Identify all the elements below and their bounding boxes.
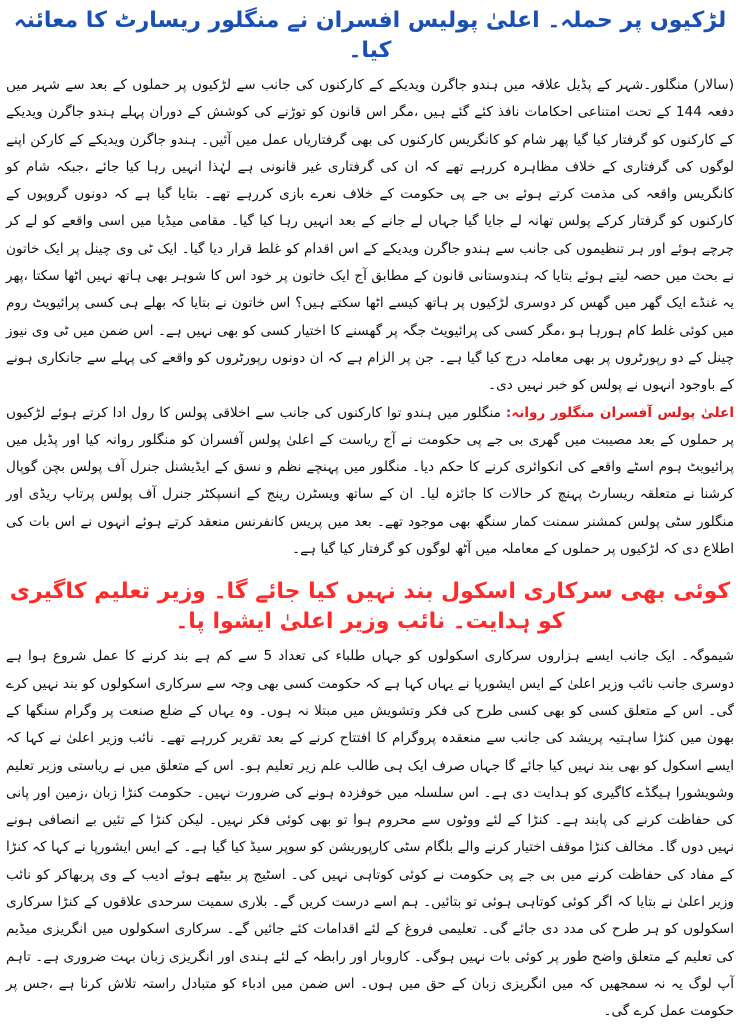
article2-paragraph-1: شیموگہ۔ ایک جانب ایسے ہزاروں سرکاری اسکولوں کو جہاں طلباء کی تعداد 5 سے کم ہے بند کرنے کا عمل شروع ہوا ہے دوسری جانب نائب وزیر اعلیٰ کے ایس ایشورپا نے یہاں کہا ہے کہ حکومت کسی بھی وجہ سے سرکاری اسکولوں کو بند نہیں کرے گی۔ اس کے متعلق کسی کو بھی کسی طرح کی فکر وتشویش میں مبتلا نہ ہوں۔ وہ یہاں کے ضلع صنعت پر وگرام سنگھا کے بھون میں کنڑا ساہتیہ پریشد کی جانب سے منعقدہ پروگرام کا افتتاح کرنے کے بعد تقریر کررہے تھے۔ نائب وزیر اعلیٰ نے کہا کہ ایسے اسکول کو بھی بند نہیں کیا جائے گا جہاں صرف ایک ہی طالب علم زیر تعلیم ہو۔ اس کے متعلق میں نے ریاستی وزیر تعلیم وشویشورا ہیگڈے کاگیری کو ہدایت دی ہے۔ اس سلسلہ میں خوفزدہ ہونے کی ضرورت نہیں۔ حکومت کنڑا زبان ،زمین اور پانی کی حفاظت کرنے کی پابند ہے۔ کنڑا کے لئے ووٹوں سے محروم ہوا تو بھی کوئی فکر نہیں۔ لیکن کنڑا کے تئیں بے انصافی ہونے نہیں دوں گا۔ مخالف کنڑا موقف اختیار کرنے والے بلگام سٹی کارپوریشن کو سوپر سیڈ کیا گیا ہے۔ کے ایس ایشورپا نے کہا کہ کنڑا کے مفاد کی حفاظت کرنے میں بی جے پی حکومت نے کوئی کوتاہی نہیں کی۔ اسٹیج پر بیٹھے ہوئے ادیب کے وی پربھاکر کو نائب وزیر اعلیٰ نے بتایا کہ اگر کوئی کوتاہی ہوئی تو بتائیں۔ ہم اسے درست کریں گے۔ بلاری سمیت سرحدی علاقوں کے کنڑا سرکاری اسکولوں کو ہر طرح کی مدد دی جائے گی۔ تعلیمی فروغ کے لئے اقدامات کئے جائیں گے۔ سرکاری اسکولوں میں انگریزی میڈیم کی تعلیم کے متعلق واضح طور پر کوئی بات نہیں ہوگی۔ کاروبار اور رابطہ کے لئے ہندی اور انگریزی زبان بہت ضروری ہے۔ تاہم آپ لوگ یہ نہ سمجھیں کہ میں انگریزی زبان کے حق میں ہوں۔ اس ضمن میں ادباء کو متبادل راستہ تلاش کرنا ہے ،جس پر حکومت عمل کرے گی۔ [6, 648, 734, 1020]
article1-headline: لڑکیوں پر حملہ۔ اعلیٰ پولیس افسران نے منگلور ریسارٹ کا معائنہ کیا۔ [13, 8, 727, 63]
section-gap [6, 563, 734, 571]
article2-body [6, 643, 734, 1025]
article1-body [6, 72, 734, 563]
article1-paragraph-2-text: منگلور میں ہندو توا کارکنوں کی جانب سے اخلاقی پولس کا رول ادا کرتے ہوئے لڑکیوں پر حملوں کے بعد مصیبت میں گھری بی جے پی حکومت نے آج ریاست کے اعلیٰ پولس آفسران کو منگلور روانہ کیا اور پڈیل میں پرائیویٹ ہوم اسٹے واقعے کی انکوائری کرنے کا حکم دیا۔ منگلور میں پہنچے نظم و نسق کے ایڈیشنل جنرل آف پولس بچن گوپال کرشنا نے متعلقہ ریسارٹ پہنچ کر حالات کا جائزہ لیا۔ ان کے ساتھ ویسٹرن رینج کے انسپکٹر جنرل آف پولس پرتاپ ریڈی اور منگلور سٹی پولس کمشنر سمنت کمار سنگھ بھی موجود تھے۔ بعد میں پریس کانفرنس منعقد کرتے ہوئے انہوں نے اس بات کی اطلاع دی کہ لڑکیوں پر حملوں کے معاملہ میں آٹھ لوگوں کو گرفتار کیا گیا ہے۔ [6, 404, 734, 558]
article1-subheading: اعلیٰ پولس آفسران منگلور روانہ: [505, 404, 734, 421]
article2-headline: کوئی بھی سرکاری اسکول بند نہیں کیا جائے گا۔ وزیر تعلیم کاگیری کو ہدایت۔ نائب وزیر اعلیٰ ایشوا پا۔ [9, 579, 731, 635]
article1-paragraph-1: (سالار) منگلور۔شہر کے پڈیل علاقہ میں ہندو جاگرن ویدیکے کے کارکنوں کی جانب سے لڑکیوں پر حملوں کے بعد سے شہر میں دفعہ 144 کے تحت امتناعی احکامات نافذ کئے گئے ہیں ،مگر اس قانون کو توڑنے کی کوشش کے دوران پہلے ہندو جاگرن ویدیکے کے کارکنوں کو گرفتار کیا گیا پھر شام کو کانگریس کارکنوں کی بھی گرفتاریاں عمل میں آئیں۔ ہندو جاگرن ویدیکے کے کارکن اپنے لوگوں کی گرفتاری کے خلاف مظاہرہ کررہے تھے کہ ان کی گرفتاری غیر قانونی ہے لہٰذا انہیں رہا کیا جائے ،جبکہ شام کو کانگریس واقعہ کی مذمت کرتے ہوئے بی جے پی حکومت کے خلاف نعرے بازی کررہے تھے۔ بتایا گیا ہے کہ دونوں گروپوں کے کارکنوں کو گرفتار کرکے پولس تھانہ لے جایا گیا جہاں لے جانے کے بعد انہیں رہا کیا گیا۔ مقامی میڈیا میں اسی واقعے کو لے کر چرچے ہوئے اور ہر تنظیموں کی جانب سے ہندو جاگرن ویدیکے کے اس اقدام کو غلط قرار دیا گیا۔ ایک ٹی وی چینل پر ایک خاتون نے بحث میں حصہ لیتے ہوئے بتایا کہ ہندوستانی قانون کے مطابق آج ایک خاتون پر خود اس کا شوہر بھی ہاتھ نہیں اٹھا سکتا ،پھر یہ غنڈے ایک گھر میں گھس کر دوسری لڑکیوں پر ہاتھ کیسے اٹھا سکتے ہیں؟ اس خاتون نے بتایا کہ بھلے ہی کسی پرائیویٹ روم میں کوئی غلط کام ہورہا ہو ،مگر کسی کی پرائیویٹ جگہ پر گھسنے کا اختیار کسی کو بھی نہیں ہے۔ اس ضمن میں ٹی وی نیوز چینل کے دو رپورٹروں پر بھی معاملہ درج کیا گیا ہے۔ جن پر الزام ہے کہ ان دونوں رپورٹروں کو واقعے کی پہلے سے جانکاری ہونے کے باوجود انہوں نے پولس کو خبر نہیں دی۔ [6, 77, 734, 394]
article1-paragraph-2 [6, 400, 734, 564]
